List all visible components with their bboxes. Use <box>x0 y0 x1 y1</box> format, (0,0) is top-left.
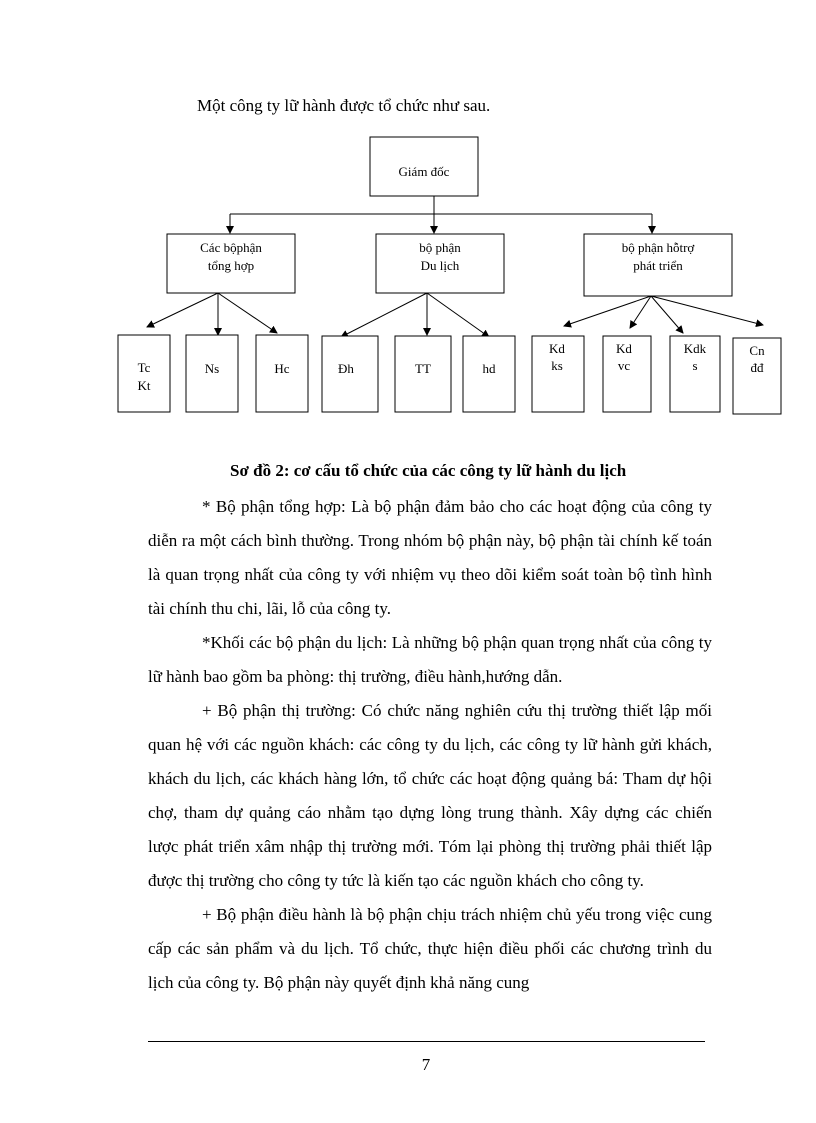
unit-label: s <box>692 358 698 373</box>
unit-node <box>256 335 308 412</box>
unit-node <box>395 336 451 412</box>
department-label: Du lịch <box>420 258 460 273</box>
department-label: phát triển <box>633 258 683 273</box>
unit-label: ks <box>551 358 563 373</box>
unit-node <box>186 335 238 412</box>
unit-node <box>322 336 378 412</box>
unit-label: đđ <box>750 360 764 375</box>
paragraph: * Bộ phận tổng hợp: Là bộ phận đảm bảo cho các hoạt động của công ty diễn ra một cách bình thường. Trong nhóm bộ phận này, bộ phận tài chính kế toán là quan trọng nhất của công ty với nhiệm vụ theo dõi kiểm soát toàn bộ tình hình tài chính thu chi, lãi, lỗ của công ty. <box>148 497 712 618</box>
paragraph: + Bộ phận điều hành là bộ phận chịu trách nhiệm chủ yếu trong việc cung cấp các sản phẩm và du lịch. Tổ chức, thực hiện điều phối các chương trình du lịch của công ty. Bộ phận này quyết định khả năng cung <box>148 905 712 992</box>
unit-node <box>118 335 170 412</box>
unit-node <box>733 338 781 414</box>
department-node <box>376 234 504 293</box>
unit-node <box>670 336 720 412</box>
unit-label: Kd <box>549 341 565 356</box>
department-node <box>584 234 732 296</box>
root-connectors <box>230 196 652 233</box>
page-number: 7 <box>421 1055 431 1074</box>
diagram-caption: Sơ đồ 2: cơ cấu tổ chức của các công ty lữ hành du lịch <box>230 461 627 480</box>
unit-label: hd <box>482 361 496 376</box>
unit-node <box>603 336 651 412</box>
department-label: bộ phận hỗtrợ <box>621 240 695 255</box>
dept3-connectors <box>564 296 763 333</box>
unit-node <box>532 336 584 412</box>
department-label: Các bộphận <box>200 240 262 255</box>
unit-label: TT <box>415 361 431 376</box>
unit-label: Kt <box>137 378 151 393</box>
root-node <box>370 137 478 196</box>
department-node <box>167 234 295 293</box>
root-label: Giám đốc <box>398 164 450 179</box>
unit-label: Đh <box>338 361 354 376</box>
dept1-connectors <box>147 293 277 335</box>
paragraph: + Bộ phận thị trường: Có chức năng nghiên cứu thị trường thiết lập mối quan hệ với các nguồn khách: các công ty du lịch, các công ty lữ hành gửi khách, khách du lịch, các khách hàng lớn, tổ chức các hoạt động quảng bá: Tham dự hội chợ, tham dự quảng cáo nhằm tạo dựng lòng trung thành. Xây dựng các chiến lược phát triển xâm nhập thị trường mới. Tóm lại phòng thị trường phải thiết lập được thị trường cho công ty tức là kiến tạo các nguồn khách cho công ty. <box>148 701 712 890</box>
dept2-connectors <box>341 293 489 337</box>
unit-node <box>463 336 515 412</box>
unit-label: Ns <box>204 361 220 376</box>
unit-label: Hc <box>274 361 290 376</box>
unit-label: Tc <box>137 360 151 375</box>
department-label: tổng hợp <box>207 258 255 273</box>
unit-label: Cn <box>749 343 765 358</box>
unit-label: Kdk <box>683 341 707 356</box>
unit-label: Kd <box>616 341 632 356</box>
paragraph: *Khối các bộ phận du lịch: Là những bộ phận quan trọng nhất của công ty lữ hành bao gồm ba phòng: thị trường, điều hành,hướng dẫn. <box>148 633 712 686</box>
org-chart <box>0 0 816 430</box>
department-label: bộ phận <box>419 240 461 255</box>
intro-text: Một công ty lữ hành được tổ chức như sau. <box>197 96 491 115</box>
footer-divider <box>148 1041 705 1042</box>
unit-label: vc <box>617 358 631 373</box>
body-text <box>148 490 712 1000</box>
